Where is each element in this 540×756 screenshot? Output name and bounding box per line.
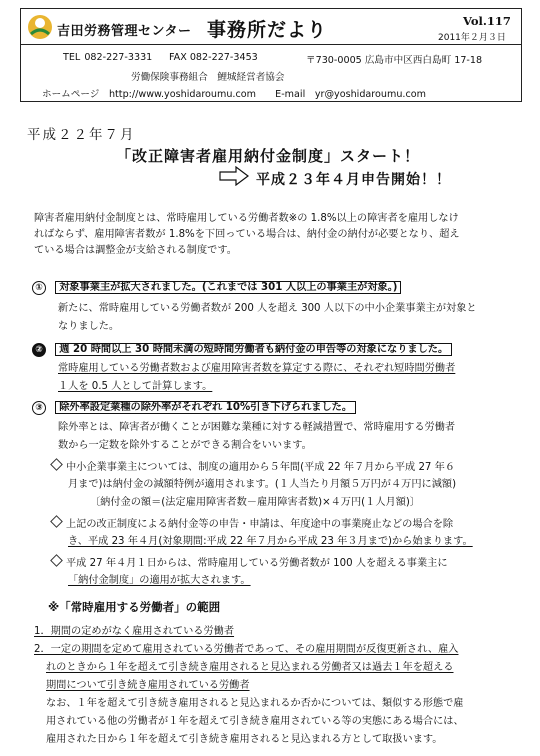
- right-arrow-icon: [218, 166, 250, 186]
- point-1-text-1: 新たに、常時雇用している労働者数が 200 人を超え 300 人以下の中小企業事業主が対象と: [58, 303, 477, 314]
- intro-line-1: 障害者雇用納付金制度とは、常時雇用している労働者数※の 1.8%以上の障害者を雇用しなけ: [34, 213, 459, 224]
- point-2-text-1: 常時雇用している労働者数および雇用障害者数を算定する際に、それぞれ短時間労働者: [58, 363, 456, 374]
- issue-date: 2011年２月３日: [438, 33, 506, 43]
- point-3: [32, 401, 356, 415]
- diamond-bullet-icon: [50, 515, 63, 528]
- note-1-line-3: 〔納付金の額＝(法定雇用障害者数－雇用障害者数)×４万円(１人月額)〕: [90, 497, 421, 508]
- diamond-bullet-icon: [50, 458, 63, 471]
- point-1-marker: ①: [32, 281, 46, 295]
- point-3-text-1: 除外率とは、障害者が働くことが困難な業種に対する軽減措置で、常時雇用する労働者: [58, 422, 456, 433]
- newsletter-title: 事務所だより: [207, 19, 328, 41]
- section-title: ※「常時雇用する労働者」の範囲: [48, 600, 221, 614]
- note-3-line-1: 平成 27 年４月１日からは、常時雇用している労働者数が 100 人を超える事業主に: [52, 556, 448, 571]
- headline: 「改正障害者雇用納付金制度」スタート！: [116, 147, 421, 165]
- tel: TEL 082-227-3331: [63, 52, 153, 63]
- intro-line-2: ればならず、雇用障害者数が 1.8%を下回っている場合は、納付金の納付が必要となり、超え: [34, 229, 460, 240]
- note-3-line-2: 「納付金制度」の適用が拡大されます。: [68, 575, 251, 586]
- point-1-heading: 対象事業主が拡大されました。(これまでは 301 人以上の事業主が対象。): [55, 281, 401, 294]
- address: 〒730-0005 広島市中区西白島町 17-18: [306, 55, 483, 66]
- volume-number: Vol.117: [463, 14, 511, 28]
- association: 労働保険事務組合 鯉城経営者協会: [131, 72, 285, 83]
- definition-1: 1．期間の定めがなく雇用されている労働者: [34, 626, 235, 637]
- definition-note-3: 雇用された日から１年を超えて引き続き雇用されると見込まれる方として取扱います。: [46, 734, 443, 745]
- point-1: [32, 281, 401, 295]
- newsletter-header: [20, 8, 522, 102]
- definition-2-line-3: 期間について引き続き雇用されている労働者: [46, 680, 250, 691]
- definition-2-line-2: れのときから１年を超えて引き続き雇用されると見込まれる労働者又は過去１年を超える: [46, 662, 454, 673]
- header-divider: [21, 44, 521, 45]
- note-1-line-2: 月まで)は納付金の減額特例が適用されます。(１人当たり月額５万円が４万円に減額): [68, 479, 457, 490]
- definition-2-line-1: 2．一定の期間を定めて雇用されている労働者であって、その雇用期間が反復更新され、雇入: [34, 644, 459, 655]
- point-3-marker: ③: [32, 401, 46, 415]
- org-name: 吉田労務管理センター: [57, 24, 192, 39]
- point-2: [32, 343, 452, 357]
- point-3-heading: 除外率設定業種の除外率がそれぞれ 10%引き下げられました。: [55, 401, 356, 414]
- company-logo-icon: [27, 14, 53, 40]
- point-2-heading: 週 20 時間以上 30 時間未満の短時間労働者も納付金の申告等の対象になりました。: [55, 343, 452, 356]
- point-2-marker: ②: [32, 343, 46, 357]
- note-1-line-1: 中小企業事業主については、制度の適用から５年間(平成 22 年７月から平成 27 年６: [52, 460, 455, 475]
- fax: FAX 082-227-3453: [169, 52, 258, 63]
- homepage-email: ホームページ http://www.yoshidaroumu.com E-mail yr@yoshidaroumu.com: [42, 89, 426, 100]
- intro-line-3: ている場合は調整金が支給される制度です。: [34, 245, 237, 256]
- point-2-text-2: １人を 0.5 人として計算します。: [58, 381, 213, 392]
- diamond-bullet-icon: [50, 554, 63, 567]
- note-2-line-2: き、平成 23 年４月(対象期間:平成 22 年７月から平成 23 年３月まで)から始まります。: [68, 536, 473, 547]
- definition-note-2: 用されている他の労働者が１年を超えて引き続き雇用されている等の実態にある場合には、: [46, 716, 464, 727]
- deadline: 平成２３年４月申告開始！！: [256, 172, 451, 188]
- point-3-text-2: 数から一定数を除外することができる割合をいいます。: [58, 440, 312, 451]
- point-1-text-2: なりました。: [58, 321, 120, 332]
- era-date: 平成２２年７月: [27, 127, 136, 143]
- definition-note-1: なお、１年を超えて引き続き雇用されると見込まれるか否かについては、類似する形態で雇: [46, 698, 464, 709]
- note-2-line-1: 上記の改正制度による納付金等の申告・申請は、年度途中の事業廃止などの場合を除: [52, 517, 453, 532]
